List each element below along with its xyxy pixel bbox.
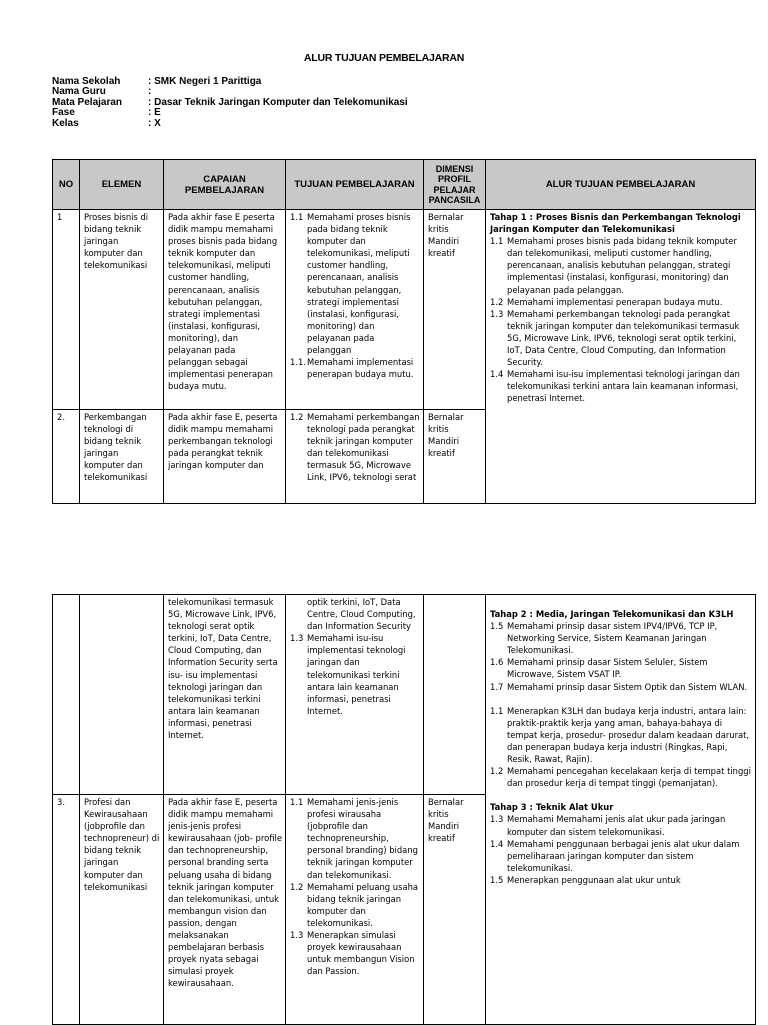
atp-item [490, 296, 752, 308]
cell-no: 3. [53, 795, 80, 1025]
atp-table-page-1 [52, 159, 756, 504]
meta-key: Mata Pelajaran [52, 96, 123, 108]
atp-item [490, 235, 752, 295]
meta-key: Nama Guru [52, 86, 106, 98]
dimensi-item: kreatif [428, 248, 455, 259]
dimensi-item: Mandiri [428, 236, 460, 247]
atp-number: 1.6 [490, 657, 504, 668]
atp-text: Menerapkan K3LH dan budaya kerja industri, antara lain: praktik-praktik kerja yang aman, bahaya-bahaya di tempat kerja, prosedur- prosedur dalam keadaan darurat, dan penerapan budaya kerja industri (Ringkas, Rapi, Resik, Rawat, Rajin). [507, 705, 750, 765]
header-elemen: ELEMEN [80, 160, 164, 210]
atp-item [490, 765, 752, 789]
cell-dimensi [424, 595, 486, 795]
cell-tujuan [286, 410, 424, 504]
atp-item [490, 368, 752, 404]
dimensi-item: kreatif [428, 833, 455, 844]
cell-dimensi [424, 795, 486, 1025]
cell-tujuan [286, 795, 424, 1025]
cell-alur [486, 595, 756, 1025]
atp-number: 1.2 [490, 766, 504, 777]
tp-text: Memahami proses bisnis pada bidang teknik komputer dan telekomunikasi, meliputi customer handling, perencanaan, analisis kebutuhan pelanggan, strategi implementasi (instalasi, konfigurasi, monitoring) dan pelayanan pada pelanggan [307, 212, 411, 356]
atp-item [490, 874, 752, 886]
cell-no: 2. [53, 410, 80, 504]
table-header-row [53, 160, 756, 210]
tp-item [290, 632, 420, 717]
cell-alur [486, 210, 756, 504]
atp-number: 1.3 [490, 308, 504, 319]
atp-text: Memahami prinsip dasar sistem IPV4/IPV6, TCP IP, Networking Service, Sistem Keamanan Jaringan Telekomunikasi. [507, 621, 718, 656]
dimensi-item: Mandiri [428, 821, 460, 832]
meta-row [52, 108, 408, 118]
cell-elemen: Profesi dan Kewirausahaan (jobprofile dan technopreneur) di bidang teknik jaringan komputer dan telekomunikasi [80, 795, 164, 1025]
atp-item [490, 308, 752, 368]
atp-item [490, 681, 752, 693]
tp-number: 1.1. [290, 357, 306, 368]
tp-item [290, 881, 420, 929]
tp-text: Memahami peluang usaha bidang teknik jaringan komputer dan telekomunikasi. [307, 881, 419, 928]
atp-number: 1.4 [490, 369, 504, 380]
atp-stage-heading: Tahap 1 : Proses Bisnis dan Perkembangan Teknologi Jaringan Komputer dan Telekomunikasi [490, 212, 741, 235]
atp-text: Menerapkan penggunaan alat ukur untuk [507, 874, 681, 885]
tp-item [290, 356, 420, 380]
atp-item [490, 620, 752, 656]
atp-stage-heading: Tahap 3 : Teknik Alat Ukur [490, 802, 614, 813]
atp-number: 1.5 [490, 874, 504, 885]
atp-item [490, 656, 752, 680]
cell-tujuan [286, 210, 424, 410]
atp-text: Memahami isu-isu implementasi teknologi jaringan dan telekomunikasi terkini antara lain keamanan informasi, penetrasi Internet. [507, 369, 740, 404]
meta-key: Nama Sekolah [52, 76, 121, 87]
tp-number: 1.3 [290, 930, 304, 941]
cell-capaian: Pada akhir fase E, peserta didik mampu memahami jenis-jenis profesi kewirausahaan (job- profile dan technopreneurship, personal branding serta peluang usaha di bidang teknik jaringan komputer dan telekomunikasi, untuk membangun vision dan passion, dengan melaksanakan pembelajaran berbasis proyek nyata sebagai simulasi proyek kewirausahaan. [164, 795, 286, 1025]
atp-text: Memahami pencegahan kecelakaan kerja di tempat tinggi dan prosedur kerja di tempat tinggi (pemanjatan). [507, 766, 751, 789]
tp-item [290, 796, 420, 881]
cell-tujuan [286, 595, 424, 795]
meta-value: : E [148, 107, 161, 119]
atp-text: Memahami proses bisnis pada bidang teknik komputer dan telekomunikasi, meliputi customer handling, perencanaan, analisis kebutuhan pelanggan, strategi implementasi (instalasi, konfigurasi, monitoring) dan pelayanan pada pelanggan. [507, 236, 737, 295]
cell-capaian: Pada akhir fase E, peserta didik mampu memahami perkembangan teknologi pada perangkat teknik jaringan komputer dan [164, 410, 286, 504]
dimensi-item: Bernalar kritis [428, 797, 464, 820]
dimensi-item: kreatif [428, 448, 455, 459]
cell-capaian: Pada akhir fase E peserta didik mampu memahami proses bisnis pada bidang teknik komputer dan telekomunikasi, meliputi customer handling, perencanaan, analisis kebutuhan pelanggan, strategi implementasi (instalasi, konfigurasi, monitoring), dan pelayanan pada pelanggan sebagai implementasi penerapan budaya mutu. [164, 210, 286, 410]
atp-text: Memahami perkembangan teknologi pada perangkat teknik jaringan komputer dan telekomunikasi termasuk 5G, Microwave Link, IPV6, teknologi serat optik terkini, IoT, Data Centre, Cloud Computing, dan Information Security. [507, 308, 740, 368]
header-tujuan: TUJUAN PEMBELAJARAN [286, 160, 424, 210]
meta-key: Kelas [52, 117, 79, 129]
header-no: NO [53, 160, 80, 210]
dimensi-item: Bernalar kritis [428, 412, 464, 435]
atp-item [490, 705, 752, 765]
atp-text: Memahami implementasi penerapan budaya mutu. [507, 296, 723, 307]
cell-capaian: telekomunikasi termasuk 5G, Microwave Link, IPV6, teknologi serat optik terkini, IoT, Data Centre, Cloud Computing, dan Information Security serta isu- isu implementasi teknologi jaringan dan telekomunikasi terkini antara lain keamanan informasi, penetrasi Internet. [164, 595, 286, 795]
atp-text: Memahami prinsip dasar Sistem Seluler, Sistem Microwave, Sistem VSAT IP. [507, 657, 708, 680]
tp-item [290, 929, 420, 977]
tp-text: Memahami isu-isu implementasi teknologi jaringan dan telekomunikasi terkini antara lain keamanan informasi, penetrasi Internet. [307, 633, 406, 716]
tp-text: Memahami perkembangan teknologi pada perangkat teknik jaringan komputer dan telekomunikasi termasuk 5G, Microwave Link, IPV6, teknologi serat [307, 412, 420, 483]
cell-elemen: Perkembangan teknologi di bidang teknik jaringan komputer dan telekomunikasi [80, 410, 164, 504]
meta-value: : [148, 86, 152, 98]
tp-number: 1.2 [290, 412, 304, 422]
dimensi-item: Bernalar kritis [428, 212, 464, 235]
tp-number: 1.1 [290, 212, 304, 222]
tp-text: Menerapkan simulasi proyek kewirausahaan untuk membangun Vision dan Passion. [307, 930, 415, 977]
atp-text: Memahami Memahami jenis alat ukur pada jaringan komputer dan sistem telekomunikasi. [507, 814, 726, 837]
tp-item [290, 211, 420, 356]
document-title: ALUR TUJUAN PEMBELAJARAN [303, 52, 465, 64]
tp-number: 1.3 [290, 633, 304, 644]
tp-number: 1.1 [290, 797, 304, 807]
tp-item [290, 411, 420, 484]
tp-continuation: optik terkini, IoT, Data Centre, Cloud Computing, dan Information Security [307, 597, 416, 632]
cell-elemen [80, 595, 164, 795]
table-row [53, 595, 756, 795]
atp-number: 1.1 [490, 236, 504, 247]
document-meta [52, 77, 408, 129]
atp-number: 1.1 [490, 705, 504, 716]
atp-number: 1.7 [490, 681, 504, 692]
atp-number: 1.2 [490, 296, 504, 307]
meta-row [52, 98, 408, 108]
meta-value: : Dasar Teknik Jaringan Komputer dan Telekomunikasi [148, 96, 408, 108]
table-row [53, 210, 756, 410]
atp-item [490, 813, 752, 837]
atp-text: Memahami prinsip dasar Sistem Optik dan Sistem WLAN. [507, 681, 748, 692]
atp-number: 1.3 [490, 814, 504, 825]
atp-number: 1.4 [490, 838, 504, 849]
meta-value: : X [148, 117, 161, 129]
cell-dimensi [424, 210, 486, 410]
tp-text: Memahami implementasi penerapan budaya mutu. [307, 357, 414, 380]
cell-no [53, 595, 80, 795]
header-alur: ALUR TUJUAN PEMBELAJARAN [486, 160, 756, 210]
atp-table-page-2 [52, 594, 756, 1025]
atp-stage-heading: Tahap 2 : Media, Jaringan Telekomunikasi dan K3LH [490, 609, 734, 619]
cell-dimensi [424, 410, 486, 504]
meta-key: Fase [52, 107, 75, 119]
atp-number: 1.5 [490, 621, 504, 632]
cell-elemen: Proses bisnis di bidang teknik jaringan komputer dan telekomunikasi [80, 210, 164, 410]
atp-item [490, 838, 752, 874]
cell-no: 1 [53, 210, 80, 410]
header-dimensi: DIMENSI PROFIL PELAJAR PANCASILA [424, 160, 486, 210]
header-capaian: CAPAIAN PEMBELAJARAN [164, 160, 286, 210]
tp-text: Memahami jenis-jenis profesi wirausaha (jobprofile dan technopreneurship, personal branding) bidang teknik jaringan komputer dan telekomunikasi. [307, 797, 418, 880]
atp-text: Memahami penggunaan berbagai jenis alat ukur dalam pemeliharaan jaringan komputer dan sistem telekomunikasi. [507, 838, 740, 873]
dimensi-item: Mandiri [428, 436, 460, 447]
tp-number: 1.2 [290, 881, 304, 892]
meta-row [52, 119, 408, 129]
meta-value: : SMK Negeri 1 Parittiga [148, 76, 262, 87]
